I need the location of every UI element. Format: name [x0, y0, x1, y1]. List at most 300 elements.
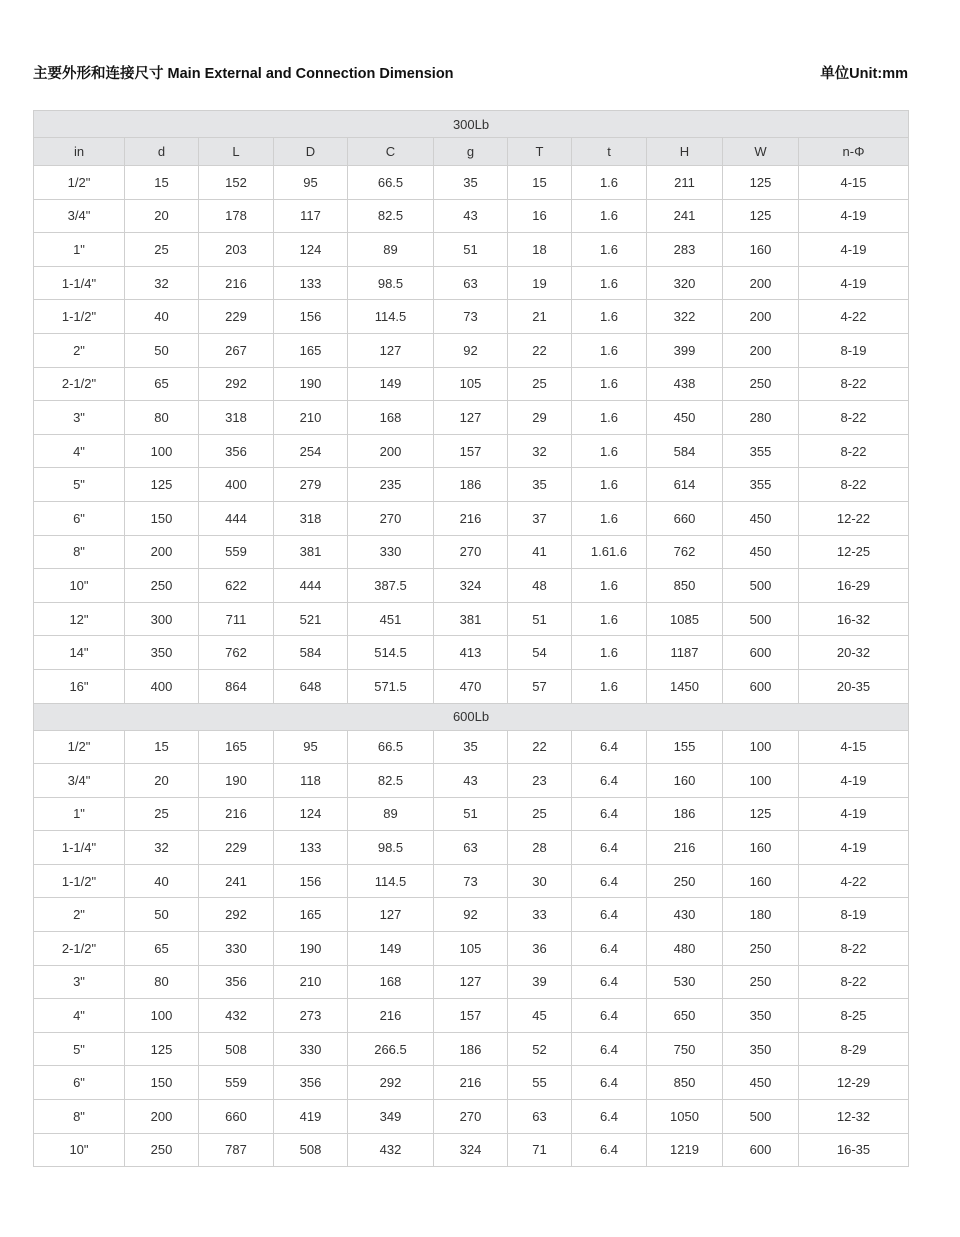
table-cell: 381	[274, 535, 348, 569]
table-cell: 89	[348, 797, 434, 831]
table-cell: 51	[434, 233, 508, 267]
table-cell: 100	[125, 434, 199, 468]
table-cell: 1.6	[572, 333, 647, 367]
table-cell: 4"	[34, 999, 125, 1033]
table-cell: 508	[199, 1032, 274, 1066]
table-cell: 127	[348, 898, 434, 932]
table-cell: 3"	[34, 401, 125, 435]
table-cell: 330	[274, 1032, 348, 1066]
section-label: 300Lb	[34, 111, 909, 138]
table-cell: 1187	[647, 636, 723, 670]
table-cell: 270	[434, 1100, 508, 1134]
table-cell: 186	[434, 468, 508, 502]
table-cell: 381	[434, 602, 508, 636]
table-cell: 8-29	[799, 1032, 909, 1066]
column-header: W	[723, 138, 799, 166]
table-cell: 1.6	[572, 434, 647, 468]
table-row	[34, 1032, 909, 1066]
table-cell: 8-22	[799, 932, 909, 966]
table-row	[34, 367, 909, 401]
table-cell: 5"	[34, 1032, 125, 1066]
table-cell: 210	[274, 965, 348, 999]
table-cell: 356	[199, 965, 274, 999]
table-cell: 4"	[34, 434, 125, 468]
table-cell: 37	[508, 501, 572, 535]
column-header-row	[34, 138, 909, 166]
table-cell: 98.5	[348, 831, 434, 865]
table-cell: 470	[434, 669, 508, 703]
table-row	[34, 434, 909, 468]
column-header: C	[348, 138, 434, 166]
table-cell: 200	[348, 434, 434, 468]
table-row	[34, 898, 909, 932]
table-cell: 500	[723, 602, 799, 636]
table-cell: 241	[199, 864, 274, 898]
table-cell: 200	[723, 266, 799, 300]
table-cell: 133	[274, 266, 348, 300]
table-cell: 267	[199, 333, 274, 367]
table-cell: 65	[125, 367, 199, 401]
table-cell: 750	[647, 1032, 723, 1066]
table-cell: 15	[508, 166, 572, 200]
table-row	[34, 965, 909, 999]
table-cell: 118	[274, 764, 348, 798]
table-cell: 318	[274, 501, 348, 535]
table-cell: 1-1/2"	[34, 864, 125, 898]
table-cell: 6.4	[572, 730, 647, 764]
column-header: g	[434, 138, 508, 166]
table-cell: 6.4	[572, 831, 647, 865]
table-cell: 156	[274, 300, 348, 334]
table-cell: 432	[199, 999, 274, 1033]
section-header-row	[34, 703, 909, 730]
table-cell: 157	[434, 434, 508, 468]
table-row	[34, 730, 909, 764]
table-cell: 20-35	[799, 669, 909, 703]
table-cell: 1085	[647, 602, 723, 636]
table-row	[34, 569, 909, 603]
table-cell: 160	[723, 233, 799, 267]
column-header: T	[508, 138, 572, 166]
table-row	[34, 535, 909, 569]
table-cell: 98.5	[348, 266, 434, 300]
table-cell: 105	[434, 367, 508, 401]
table-cell: 4-19	[799, 831, 909, 865]
table-cell: 12-22	[799, 501, 909, 535]
table-cell: 100	[723, 730, 799, 764]
table-cell: 500	[723, 1100, 799, 1134]
table-cell: 63	[508, 1100, 572, 1134]
table-cell: 3"	[34, 965, 125, 999]
table-cell: 125	[723, 797, 799, 831]
table-cell: 30	[508, 864, 572, 898]
table-cell: 8-19	[799, 898, 909, 932]
table-row	[34, 864, 909, 898]
table-cell: 650	[647, 999, 723, 1033]
table-cell: 36	[508, 932, 572, 966]
table-row	[34, 468, 909, 502]
table-cell: 63	[434, 266, 508, 300]
table-cell: 190	[274, 932, 348, 966]
table-cell: 450	[723, 535, 799, 569]
table-cell: 200	[723, 333, 799, 367]
table-cell: 100	[723, 764, 799, 798]
table-cell: 15	[125, 730, 199, 764]
table-cell: 850	[647, 1066, 723, 1100]
table-cell: 22	[508, 333, 572, 367]
table-cell: 105	[434, 932, 508, 966]
table-cell: 28	[508, 831, 572, 865]
table-cell: 50	[125, 898, 199, 932]
table-cell: 92	[434, 333, 508, 367]
table-cell: 292	[199, 898, 274, 932]
table-cell: 1.6	[572, 636, 647, 670]
table-cell: 1.6	[572, 468, 647, 502]
table-cell: 270	[434, 535, 508, 569]
table-cell: 157	[434, 999, 508, 1033]
table-cell: 1"	[34, 797, 125, 831]
table-cell: 216	[647, 831, 723, 865]
table-cell: 451	[348, 602, 434, 636]
table-cell: 660	[647, 501, 723, 535]
table-cell: 292	[348, 1066, 434, 1100]
table-cell: 330	[348, 535, 434, 569]
table-cell: 203	[199, 233, 274, 267]
table-cell: 250	[723, 932, 799, 966]
table-cell: 1.6	[572, 569, 647, 603]
table-cell: 450	[647, 401, 723, 435]
table-cell: 150	[125, 501, 199, 535]
table-cell: 1.6	[572, 669, 647, 703]
table-row	[34, 999, 909, 1033]
table-cell: 200	[125, 1100, 199, 1134]
table-cell: 355	[723, 468, 799, 502]
table-cell: 8-22	[799, 367, 909, 401]
table-cell: 16"	[34, 669, 125, 703]
table-cell: 864	[199, 669, 274, 703]
table-cell: 350	[723, 999, 799, 1033]
table-cell: 514.5	[348, 636, 434, 670]
table-cell: 21	[508, 300, 572, 334]
table-cell: 8-22	[799, 468, 909, 502]
table-cell: 622	[199, 569, 274, 603]
page-title: 主要外形和连接尺寸 Main External and Connection Dimension	[33, 66, 454, 82]
table-cell: 762	[199, 636, 274, 670]
table-row	[34, 166, 909, 200]
table-cell: 22	[508, 730, 572, 764]
table-cell: 51	[434, 797, 508, 831]
dimension-table	[33, 110, 909, 1167]
table-cell: 1.6	[572, 233, 647, 267]
table-cell: 8-19	[799, 333, 909, 367]
table-cell: 444	[274, 569, 348, 603]
table-cell: 23	[508, 764, 572, 798]
table-cell: 125	[125, 1032, 199, 1066]
table-cell: 54	[508, 636, 572, 670]
table-cell: 89	[348, 233, 434, 267]
table-row	[34, 1066, 909, 1100]
table-cell: 2"	[34, 898, 125, 932]
table-cell: 4-19	[799, 764, 909, 798]
table-cell: 133	[274, 831, 348, 865]
table-cell: 200	[723, 300, 799, 334]
table-cell: 266.5	[348, 1032, 434, 1066]
table-row	[34, 1133, 909, 1167]
table-cell: 32	[125, 266, 199, 300]
column-header: d	[125, 138, 199, 166]
table-cell: 43	[434, 199, 508, 233]
column-header: t	[572, 138, 647, 166]
table-cell: 320	[647, 266, 723, 300]
table-cell: 186	[434, 1032, 508, 1066]
table-row	[34, 1100, 909, 1134]
table-cell: 1"	[34, 233, 125, 267]
table-cell: 1-1/4"	[34, 831, 125, 865]
page-header	[33, 62, 908, 82]
table-cell: 6.4	[572, 864, 647, 898]
table-cell: 584	[274, 636, 348, 670]
table-cell: 16	[508, 199, 572, 233]
table-cell: 850	[647, 569, 723, 603]
table-cell: 149	[348, 932, 434, 966]
table-cell: 283	[647, 233, 723, 267]
table-cell: 25	[125, 797, 199, 831]
table-cell: 349	[348, 1100, 434, 1134]
table-cell: 1450	[647, 669, 723, 703]
table-cell: 216	[199, 797, 274, 831]
table-cell: 100	[125, 999, 199, 1033]
table-cell: 39	[508, 965, 572, 999]
table-cell: 45	[508, 999, 572, 1033]
table-cell: 216	[348, 999, 434, 1033]
table-cell: 6.4	[572, 965, 647, 999]
table-cell: 80	[125, 401, 199, 435]
table-cell: 355	[723, 434, 799, 468]
table-cell: 571.5	[348, 669, 434, 703]
table-cell: 73	[434, 864, 508, 898]
table-row	[34, 266, 909, 300]
table-cell: 1050	[647, 1100, 723, 1134]
table-cell: 600	[723, 636, 799, 670]
table-row	[34, 669, 909, 703]
table-cell: 318	[199, 401, 274, 435]
table-cell: 279	[274, 468, 348, 502]
table-cell: 92	[434, 898, 508, 932]
column-header: L	[199, 138, 274, 166]
table-cell: 711	[199, 602, 274, 636]
table-cell: 3/4"	[34, 199, 125, 233]
table-cell: 4-19	[799, 199, 909, 233]
table-cell: 600	[723, 669, 799, 703]
table-row	[34, 501, 909, 535]
table-cell: 1-1/4"	[34, 266, 125, 300]
table-cell: 6.4	[572, 797, 647, 831]
table-cell: 1.6	[572, 501, 647, 535]
column-header: D	[274, 138, 348, 166]
table-cell: 20-32	[799, 636, 909, 670]
table-cell: 14"	[34, 636, 125, 670]
table-cell: 6.4	[572, 1133, 647, 1167]
table-cell: 20	[125, 199, 199, 233]
table-cell: 124	[274, 797, 348, 831]
table-cell: 270	[348, 501, 434, 535]
table-cell: 127	[348, 333, 434, 367]
table-cell: 178	[199, 199, 274, 233]
table-cell: 73	[434, 300, 508, 334]
table-cell: 8"	[34, 535, 125, 569]
table-cell: 1.6	[572, 367, 647, 401]
table-cell: 168	[348, 965, 434, 999]
table-cell: 156	[274, 864, 348, 898]
table-cell: 229	[199, 300, 274, 334]
table-cell: 127	[434, 965, 508, 999]
table-body	[34, 111, 909, 1167]
table-cell: 450	[723, 501, 799, 535]
table-cell: 2-1/2"	[34, 932, 125, 966]
table-cell: 1.6	[572, 199, 647, 233]
table-row	[34, 199, 909, 233]
table-cell: 160	[723, 864, 799, 898]
table-cell: 12-25	[799, 535, 909, 569]
table-cell: 6"	[34, 1066, 125, 1100]
table-cell: 51	[508, 602, 572, 636]
column-header: n-Φ	[799, 138, 909, 166]
table-cell: 186	[647, 797, 723, 831]
table-cell: 292	[199, 367, 274, 401]
table-cell: 432	[348, 1133, 434, 1167]
table-cell: 165	[199, 730, 274, 764]
table-cell: 71	[508, 1133, 572, 1167]
table-cell: 65	[125, 932, 199, 966]
table-cell: 32	[125, 831, 199, 865]
table-cell: 400	[199, 468, 274, 502]
table-cell: 95	[274, 730, 348, 764]
table-cell: 40	[125, 864, 199, 898]
table-cell: 8-22	[799, 401, 909, 435]
table-cell: 521	[274, 602, 348, 636]
table-cell: 480	[647, 932, 723, 966]
table-cell: 216	[199, 266, 274, 300]
table-cell: 648	[274, 669, 348, 703]
table-cell: 82.5	[348, 199, 434, 233]
table-cell: 250	[647, 864, 723, 898]
table-cell: 55	[508, 1066, 572, 1100]
table-cell: 787	[199, 1133, 274, 1167]
table-cell: 250	[125, 569, 199, 603]
table-cell: 324	[434, 569, 508, 603]
table-cell: 15	[125, 166, 199, 200]
table-cell: 125	[723, 166, 799, 200]
table-cell: 6"	[34, 501, 125, 535]
table-cell: 160	[647, 764, 723, 798]
table-cell: 32	[508, 434, 572, 468]
table-cell: 66.5	[348, 166, 434, 200]
column-header: in	[34, 138, 125, 166]
table-cell: 330	[199, 932, 274, 966]
table-cell: 6.4	[572, 1032, 647, 1066]
table-cell: 430	[647, 898, 723, 932]
table-row	[34, 300, 909, 334]
table-cell: 444	[199, 501, 274, 535]
table-cell: 350	[125, 636, 199, 670]
table-cell: 43	[434, 764, 508, 798]
table-cell: 16-32	[799, 602, 909, 636]
table-cell: 8-22	[799, 965, 909, 999]
table-cell: 530	[647, 965, 723, 999]
table-cell: 8"	[34, 1100, 125, 1134]
table-cell: 216	[434, 501, 508, 535]
table-cell: 80	[125, 965, 199, 999]
column-header: H	[647, 138, 723, 166]
table-cell: 356	[274, 1066, 348, 1100]
table-cell: 450	[723, 1066, 799, 1100]
table-cell: 35	[434, 166, 508, 200]
table-cell: 6.4	[572, 1066, 647, 1100]
table-cell: 419	[274, 1100, 348, 1134]
table-cell: 350	[723, 1032, 799, 1066]
table-cell: 50	[125, 333, 199, 367]
table-cell: 399	[647, 333, 723, 367]
table-cell: 35	[434, 730, 508, 764]
table-cell: 12"	[34, 602, 125, 636]
table-cell: 155	[647, 730, 723, 764]
table-cell: 216	[434, 1066, 508, 1100]
table-cell: 6.4	[572, 764, 647, 798]
table-cell: 190	[274, 367, 348, 401]
table-cell: 6.4	[572, 999, 647, 1033]
table-cell: 95	[274, 166, 348, 200]
table-cell: 4-19	[799, 233, 909, 267]
table-cell: 4-22	[799, 864, 909, 898]
table-row	[34, 932, 909, 966]
table-cell: 19	[508, 266, 572, 300]
table-cell: 4-15	[799, 166, 909, 200]
table-cell: 508	[274, 1133, 348, 1167]
table-cell: 10"	[34, 1133, 125, 1167]
table-cell: 660	[199, 1100, 274, 1134]
table-cell: 6.4	[572, 1100, 647, 1134]
table-cell: 250	[723, 367, 799, 401]
table-cell: 16-29	[799, 569, 909, 603]
unit-label: 单位Unit:mm	[820, 66, 908, 82]
table-cell: 2"	[34, 333, 125, 367]
table-cell: 3/4"	[34, 764, 125, 798]
table-cell: 18	[508, 233, 572, 267]
table-cell: 25	[125, 233, 199, 267]
table-cell: 1.6	[572, 300, 647, 334]
table-cell: 16-35	[799, 1133, 909, 1167]
table-cell: 52	[508, 1032, 572, 1066]
table-cell: 12-29	[799, 1066, 909, 1100]
table-cell: 211	[647, 166, 723, 200]
table-cell: 300	[125, 602, 199, 636]
table-row	[34, 401, 909, 435]
table-cell: 250	[125, 1133, 199, 1167]
table-cell: 400	[125, 669, 199, 703]
table-row	[34, 233, 909, 267]
table-cell: 559	[199, 1066, 274, 1100]
table-cell: 25	[508, 367, 572, 401]
table-row	[34, 636, 909, 670]
table-cell: 4-15	[799, 730, 909, 764]
table-cell: 229	[199, 831, 274, 865]
table-cell: 10"	[34, 569, 125, 603]
table-cell: 200	[125, 535, 199, 569]
table-cell: 6.4	[572, 932, 647, 966]
table-row	[34, 764, 909, 798]
table-cell: 1.6	[572, 266, 647, 300]
table-cell: 762	[647, 535, 723, 569]
